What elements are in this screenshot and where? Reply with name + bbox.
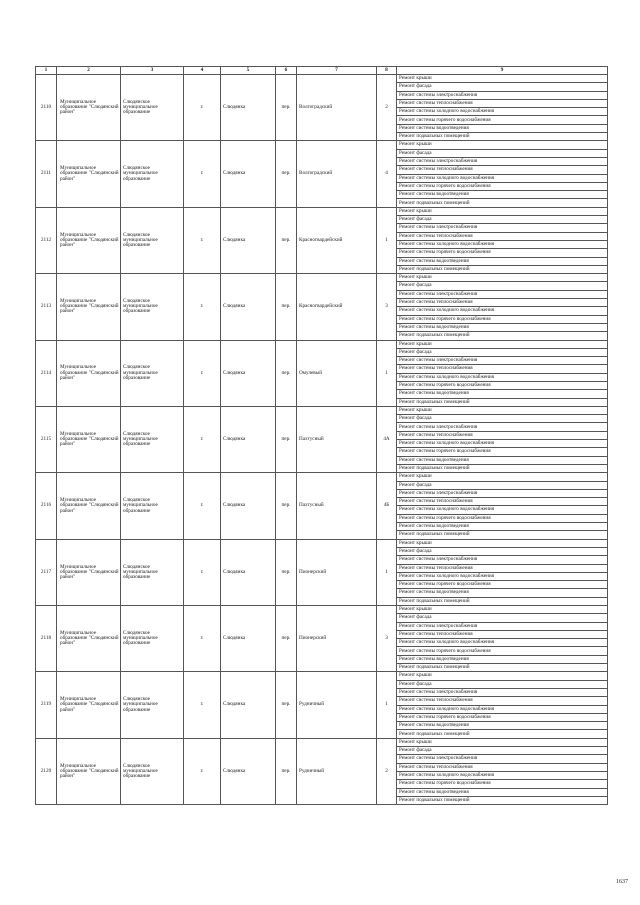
street-cell: Пионерский (297, 539, 377, 605)
table-body (36, 75, 608, 805)
table-row (36, 75, 608, 83)
repair-work-cell: Ремонт системы горячего водоснабжения (397, 448, 608, 456)
table-row (36, 340, 608, 348)
repair-work-cell: Ремонт фасада (397, 149, 608, 157)
settlement-cell: Слюдянское муниципальное образование (121, 141, 184, 207)
settlement-cell: Слюдянское муниципальное образование (121, 473, 184, 539)
municipality-cell: Муниципальное образование "Слюдянский район" (57, 606, 121, 672)
municipality-cell: Муниципальное образование "Слюдянский район" (57, 340, 121, 406)
repair-work-cell: Ремонт системы горячего водоснабжения (397, 581, 608, 589)
table-row (36, 738, 608, 746)
settlement-cell: Слюдянское муниципальное образование (121, 75, 184, 141)
record-number-cell: 2118 (36, 606, 57, 672)
repair-work-cell: Ремонт подвальных помещений (397, 730, 608, 738)
repair-work-cell: Ремонт системы водоотведения (397, 456, 608, 464)
street-type-cell: пер. (276, 406, 297, 472)
street-type-cell: пер. (276, 207, 297, 273)
repair-work-cell: Ремонт системы водоотведения (397, 390, 608, 398)
repair-work-cell: Ремонт системы горячего водоснабжения (397, 713, 608, 721)
record-number-cell: 2111 (36, 141, 57, 207)
record-number-cell: 2110 (36, 75, 57, 141)
house-number-cell: 1 (377, 539, 397, 605)
settlement-cell: Слюдянское муниципальное образование (121, 207, 184, 273)
house-number-cell: 2 (377, 75, 397, 141)
settlement-cell: Слюдянское муниципальное образование (121, 340, 184, 406)
repair-work-cell: Ремонт подвальных помещений (397, 664, 608, 672)
table-row (36, 539, 608, 547)
settlement-cell: Слюдянское муниципальное образование (121, 738, 184, 804)
column-number: 2 (57, 67, 121, 75)
municipality-cell: Муниципальное образование "Слюдянский район" (57, 75, 121, 141)
locality-type-cell: г. (184, 274, 221, 340)
locality-cell: Слюдянка (221, 207, 276, 273)
street-type-cell: пер. (276, 606, 297, 672)
table-row (36, 672, 608, 680)
municipality-cell: Муниципальное образование "Слюдянский район" (57, 274, 121, 340)
repair-work-cell: Ремонт системы холодного водоснабжения (397, 240, 608, 248)
column-number: 4 (184, 67, 221, 75)
repair-work-cell: Ремонт фасада (397, 348, 608, 356)
column-number: 7 (297, 67, 377, 75)
settlement-cell: Слюдянское муниципальное образование (121, 606, 184, 672)
repair-work-cell: Ремонт системы холодного водоснабжения (397, 639, 608, 647)
street-type-cell: пер. (276, 473, 297, 539)
repair-work-cell: Ремонт системы электроснабжения (397, 556, 608, 564)
street-cell: Пионерский (297, 606, 377, 672)
house-number-cell: 4 (377, 141, 397, 207)
street-type-cell: пер. (276, 672, 297, 738)
house-number-cell: 4Б (377, 473, 397, 539)
table-row (36, 473, 608, 481)
repair-work-cell: Ремонт системы горячего водоснабжения (397, 315, 608, 323)
repair-work-cell: Ремонт системы электроснабжения (397, 357, 608, 365)
record-number-cell: 2120 (36, 738, 57, 804)
repair-work-cell: Ремонт системы водоотведения (397, 655, 608, 663)
repair-work-cell: Ремонт фасада (397, 83, 608, 91)
settlement-cell: Слюдянское муниципальное образование (121, 406, 184, 472)
record-number-cell: 2113 (36, 274, 57, 340)
repair-work-cell: Ремонт фасада (397, 547, 608, 555)
repair-work-cell: Ремонт системы горячего водоснабжения (397, 249, 608, 257)
municipality-cell: Муниципальное образование "Слюдянский район" (57, 141, 121, 207)
record-number-cell: 2114 (36, 340, 57, 406)
table-row (36, 406, 608, 414)
locality-cell: Слюдянка (221, 606, 276, 672)
repair-work-cell: Ремонт подвальных помещений (397, 265, 608, 273)
repair-work-cell: Ремонт подвальных помещений (397, 133, 608, 141)
house-number-cell: 3 (377, 606, 397, 672)
repair-work-cell: Ремонт системы электроснабжения (397, 423, 608, 431)
locality-cell: Слюдянка (221, 75, 276, 141)
repair-work-cell: Ремонт системы электроснабжения (397, 91, 608, 99)
street-cell: Красногвардейский (297, 274, 377, 340)
column-number: 8 (377, 67, 397, 75)
repair-work-cell: Ремонт фасада (397, 216, 608, 224)
locality-type-cell: г. (184, 672, 221, 738)
repair-work-cell: Ремонт системы холодного водоснабжения (397, 771, 608, 779)
locality-type-cell: г. (184, 141, 221, 207)
repair-work-cell: Ремонт системы теплоснабжения (397, 564, 608, 572)
column-number: 6 (276, 67, 297, 75)
repair-work-cell: Ремонт подвальных помещений (397, 398, 608, 406)
repair-work-cell: Ремонт системы горячего водоснабжения (397, 780, 608, 788)
repair-work-cell: Ремонт системы холодного водоснабжения (397, 307, 608, 315)
repair-work-cell: Ремонт системы теплоснабжения (397, 697, 608, 705)
street-type-cell: пер. (276, 738, 297, 804)
record-number-cell: 2115 (36, 406, 57, 472)
street-cell: Рудничный (297, 672, 377, 738)
street-cell: Омулевый (297, 340, 377, 406)
repair-work-cell: Ремонт системы электроснабжения (397, 688, 608, 696)
house-number-cell: 1 (377, 207, 397, 273)
record-number-cell: 2119 (36, 672, 57, 738)
table-row (36, 606, 608, 614)
locality-type-cell: г. (184, 606, 221, 672)
repair-work-cell: Ремонт крыши (397, 473, 608, 481)
locality-cell: Слюдянка (221, 406, 276, 472)
locality-cell: Слюдянка (221, 274, 276, 340)
repair-work-cell: Ремонт крыши (397, 606, 608, 614)
repair-work-cell: Ремонт крыши (397, 406, 608, 414)
repair-work-cell: Ремонт системы водоотведения (397, 257, 608, 265)
locality-cell: Слюдянка (221, 340, 276, 406)
repair-work-cell: Ремонт системы теплоснабжения (397, 166, 608, 174)
repair-work-cell: Ремонт подвальных помещений (397, 597, 608, 605)
repair-work-cell: Ремонт крыши (397, 738, 608, 746)
street-type-cell: пер. (276, 539, 297, 605)
locality-type-cell: г. (184, 75, 221, 141)
page-number: 1637 (616, 879, 628, 885)
settlement-cell: Слюдянское муниципальное образование (121, 672, 184, 738)
repair-work-cell: Ремонт системы теплоснабжения (397, 365, 608, 373)
repair-work-cell: Ремонт крыши (397, 141, 608, 149)
repair-work-cell: Ремонт системы электроснабжения (397, 489, 608, 497)
municipality-cell: Муниципальное образование "Слюдянский район" (57, 738, 121, 804)
repair-work-cell: Ремонт крыши (397, 207, 608, 215)
record-number-cell: 2116 (36, 473, 57, 539)
column-number: 3 (121, 67, 184, 75)
repair-work-cell: Ремонт системы холодного водоснабжения (397, 373, 608, 381)
repair-work-cell: Ремонт системы водоотведения (397, 589, 608, 597)
street-type-cell: пер. (276, 340, 297, 406)
settlement-cell: Слюдянское муниципальное образование (121, 539, 184, 605)
municipality-cell: Муниципальное образование "Слюдянский район" (57, 539, 121, 605)
house-number-cell: 3 (377, 274, 397, 340)
table-row (36, 274, 608, 282)
municipality-cell: Муниципальное образование "Слюдянский район" (57, 406, 121, 472)
street-type-cell: пер. (276, 274, 297, 340)
repair-work-cell: Ремонт системы водоотведения (397, 788, 608, 796)
street-cell: Волгоградский (297, 141, 377, 207)
street-cell: Рудничный (297, 738, 377, 804)
repair-work-cell: Ремонт крыши (397, 75, 608, 83)
repair-work-cell: Ремонт подвальных помещений (397, 796, 608, 804)
repair-work-cell: Ремонт системы теплоснабжения (397, 498, 608, 506)
repair-work-cell: Ремонт системы горячего водоснабжения (397, 514, 608, 522)
street-type-cell: пер. (276, 75, 297, 141)
repair-work-cell: Ремонт крыши (397, 539, 608, 547)
repair-work-cell: Ремонт системы теплоснабжения (397, 99, 608, 107)
repair-work-cell: Ремонт системы теплоснабжения (397, 299, 608, 307)
street-cell: Красногвардейский (297, 207, 377, 273)
record-number-cell: 2112 (36, 207, 57, 273)
repair-work-cell: Ремонт системы теплоснабжения (397, 232, 608, 240)
municipality-cell: Муниципальное образование "Слюдянский район" (57, 473, 121, 539)
street-type-cell: пер. (276, 141, 297, 207)
repair-work-cell: Ремонт системы холодного водоснабжения (397, 440, 608, 448)
repair-work-cell: Ремонт системы электроснабжения (397, 157, 608, 165)
locality-cell: Слюдянка (221, 738, 276, 804)
repair-work-cell: Ремонт системы холодного водоснабжения (397, 174, 608, 182)
locality-type-cell: г. (184, 473, 221, 539)
repair-work-cell: Ремонт крыши (397, 274, 608, 282)
column-number: 9 (397, 67, 608, 75)
repair-work-cell: Ремонт системы холодного водоснабжения (397, 108, 608, 116)
repair-work-cell: Ремонт фасада (397, 614, 608, 622)
column-number-header-row (36, 67, 608, 75)
repair-work-cell: Ремонт крыши (397, 340, 608, 348)
locality-cell: Слюдянка (221, 473, 276, 539)
column-number: 5 (221, 67, 276, 75)
locality-type-cell: г. (184, 738, 221, 804)
repair-work-cell: Ремонт системы электроснабжения (397, 224, 608, 232)
repair-work-cell: Ремонт фасада (397, 481, 608, 489)
municipality-cell: Муниципальное образование "Слюдянский район" (57, 207, 121, 273)
house-number-cell: 4А (377, 406, 397, 472)
repair-work-cell: Ремонт фасада (397, 282, 608, 290)
repair-work-cell: Ремонт системы теплоснабжения (397, 431, 608, 439)
street-cell: Пахтусный (297, 473, 377, 539)
street-cell: Волгоградский (297, 75, 377, 141)
locality-cell: Слюдянка (221, 539, 276, 605)
houses-table (35, 66, 608, 805)
repair-work-cell: Ремонт подвальных помещений (397, 332, 608, 340)
house-number-cell: 2 (377, 738, 397, 804)
repair-work-cell: Ремонт системы водоотведения (397, 191, 608, 199)
column-number: 1 (36, 67, 57, 75)
repair-work-cell: Ремонт системы водоотведения (397, 323, 608, 331)
settlement-cell: Слюдянское муниципальное образование (121, 274, 184, 340)
locality-type-cell: г. (184, 539, 221, 605)
record-number-cell: 2117 (36, 539, 57, 605)
locality-cell: Слюдянка (221, 672, 276, 738)
repair-work-cell: Ремонт системы горячего водоснабжения (397, 647, 608, 655)
house-number-cell: 1 (377, 340, 397, 406)
repair-work-cell: Ремонт системы теплоснабжения (397, 630, 608, 638)
repair-work-cell: Ремонт системы холодного водоснабжения (397, 705, 608, 713)
house-number-cell: 1 (377, 672, 397, 738)
repair-work-cell: Ремонт системы электроснабжения (397, 622, 608, 630)
locality-type-cell: г. (184, 207, 221, 273)
repair-work-cell: Ремонт фасада (397, 680, 608, 688)
table-row (36, 207, 608, 215)
repair-work-cell: Ремонт крыши (397, 672, 608, 680)
repair-work-cell: Ремонт системы электроснабжения (397, 290, 608, 298)
repair-work-cell: Ремонт подвальных помещений (397, 199, 608, 207)
repair-work-cell: Ремонт системы водоотведения (397, 523, 608, 531)
repair-work-cell: Ремонт системы водоотведения (397, 124, 608, 132)
repair-work-cell: Ремонт системы горячего водоснабжения (397, 116, 608, 124)
repair-work-cell: Ремонт системы горячего водоснабжения (397, 182, 608, 190)
locality-cell: Слюдянка (221, 141, 276, 207)
locality-type-cell: г. (184, 406, 221, 472)
repair-work-cell: Ремонт подвальных помещений (397, 531, 608, 539)
municipality-cell: Муниципальное образование "Слюдянский район" (57, 672, 121, 738)
repair-work-cell: Ремонт системы водоотведения (397, 722, 608, 730)
table-row (36, 141, 608, 149)
repair-work-cell: Ремонт системы теплоснабжения (397, 763, 608, 771)
repair-work-cell: Ремонт подвальных помещений (397, 464, 608, 472)
repair-work-cell: Ремонт фасада (397, 415, 608, 423)
repair-work-cell: Ремонт системы холодного водоснабжения (397, 506, 608, 514)
street-cell: Пахтусный (297, 406, 377, 472)
repair-work-cell: Ремонт системы горячего водоснабжения (397, 381, 608, 389)
locality-type-cell: г. (184, 340, 221, 406)
repair-work-cell: Ремонт системы холодного водоснабжения (397, 572, 608, 580)
repair-work-cell: Ремонт системы электроснабжения (397, 755, 608, 763)
repair-work-cell: Ремонт фасада (397, 747, 608, 755)
